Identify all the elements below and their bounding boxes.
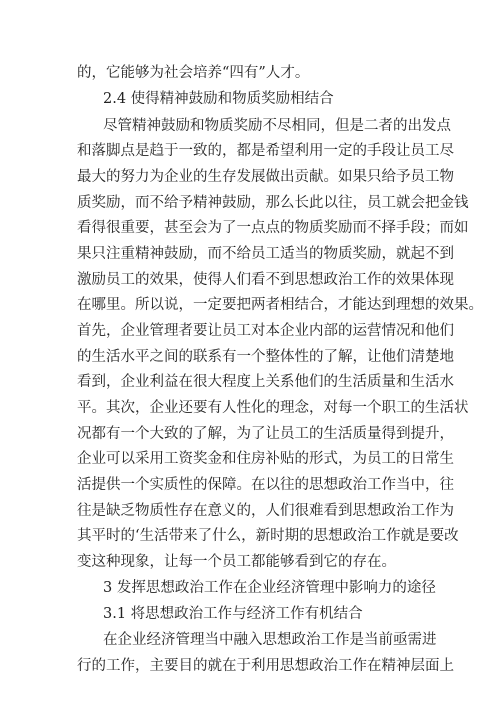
text-line-2: 尽管精神鼓励和物质奖励不尽相同，但是二者的出发点 bbox=[103, 118, 451, 134]
text-line-16: 活提供一个实质性的保障。在以往的思想政治工作当中，往 bbox=[77, 477, 454, 493]
text-line-11: 的生活水平之间的联系有一个整体性的了解，让他们清楚地 bbox=[77, 349, 454, 365]
text-line-4: 最大的努力为企业的生存发展做出贡献。如果只给予员工物 bbox=[77, 169, 454, 185]
text-line-13: 平。其次，企业还要有人性化的理念，对每一个职工的生活状 bbox=[77, 400, 469, 416]
text-line-15: 企业可以采用工资奖金和住房补贴的形式，为员工的日常生 bbox=[77, 451, 454, 467]
text-line-3: 和落脚点是趋于一致的，都是希望利用一定的手段让员工尽 bbox=[77, 143, 454, 159]
text-line-17: 往是缺乏物质性存在意义的，人们很难看到思想政治工作为 bbox=[77, 503, 454, 519]
text-line-10: 首先，企业管理者要让员工对本企业内部的运营情况和他们 bbox=[77, 323, 454, 339]
text-line-12: 看到，企业利益在很大程度上关系他们的生活质量和生活水 bbox=[77, 374, 454, 390]
section-heading-3: 3 发挥思想政治工作在企业经济管理中影响力的途径 bbox=[103, 580, 436, 596]
section-heading-3-1: 3.1 将思想政治工作与经济工作有机结合 bbox=[103, 606, 363, 622]
text-line-18: 其平时的‘生活带来了什么，新时期的思想政治工作就是要改 bbox=[77, 528, 459, 544]
text-line-5: 质奖励，而不给予精神鼓励，那么长此以往，员工就会把金钱 bbox=[77, 195, 469, 211]
text-line-8: 激励员工的效果，使得人们看不到思想政治工作的效果体现 bbox=[77, 272, 454, 288]
text-line-19: 变这种现象，让每一个员工都能够看到它的存在。 bbox=[77, 554, 396, 570]
text-line-21: 行的工作，主要目的就在于利用思想政治工作在精神层面上 bbox=[77, 658, 454, 674]
text-line-6: 看得很重要，甚至会为了一点点的物质奖励而不择手段；而如 bbox=[77, 220, 469, 236]
text-line-7: 果只注重精神鼓励，而不给员工适当的物质奖励，就起不到 bbox=[77, 246, 454, 262]
section-heading-2-4: 2.4 使得精神鼓励和物质奖励相结合 bbox=[103, 91, 334, 107]
text-line-20: 在企业经济管理当中融入思想政治工作是当前亟需进 bbox=[103, 632, 437, 648]
text-line-1: 的，它能够为社会培养“四有”人才。 bbox=[77, 65, 310, 81]
text-line-14: 况都有一个大致的了解，为了让员工的生活质量得到提升， bbox=[77, 426, 454, 442]
text-line-9: 在哪里。所以说，一定要把两者相结合，才能达到理想的效果。 bbox=[77, 297, 483, 313]
